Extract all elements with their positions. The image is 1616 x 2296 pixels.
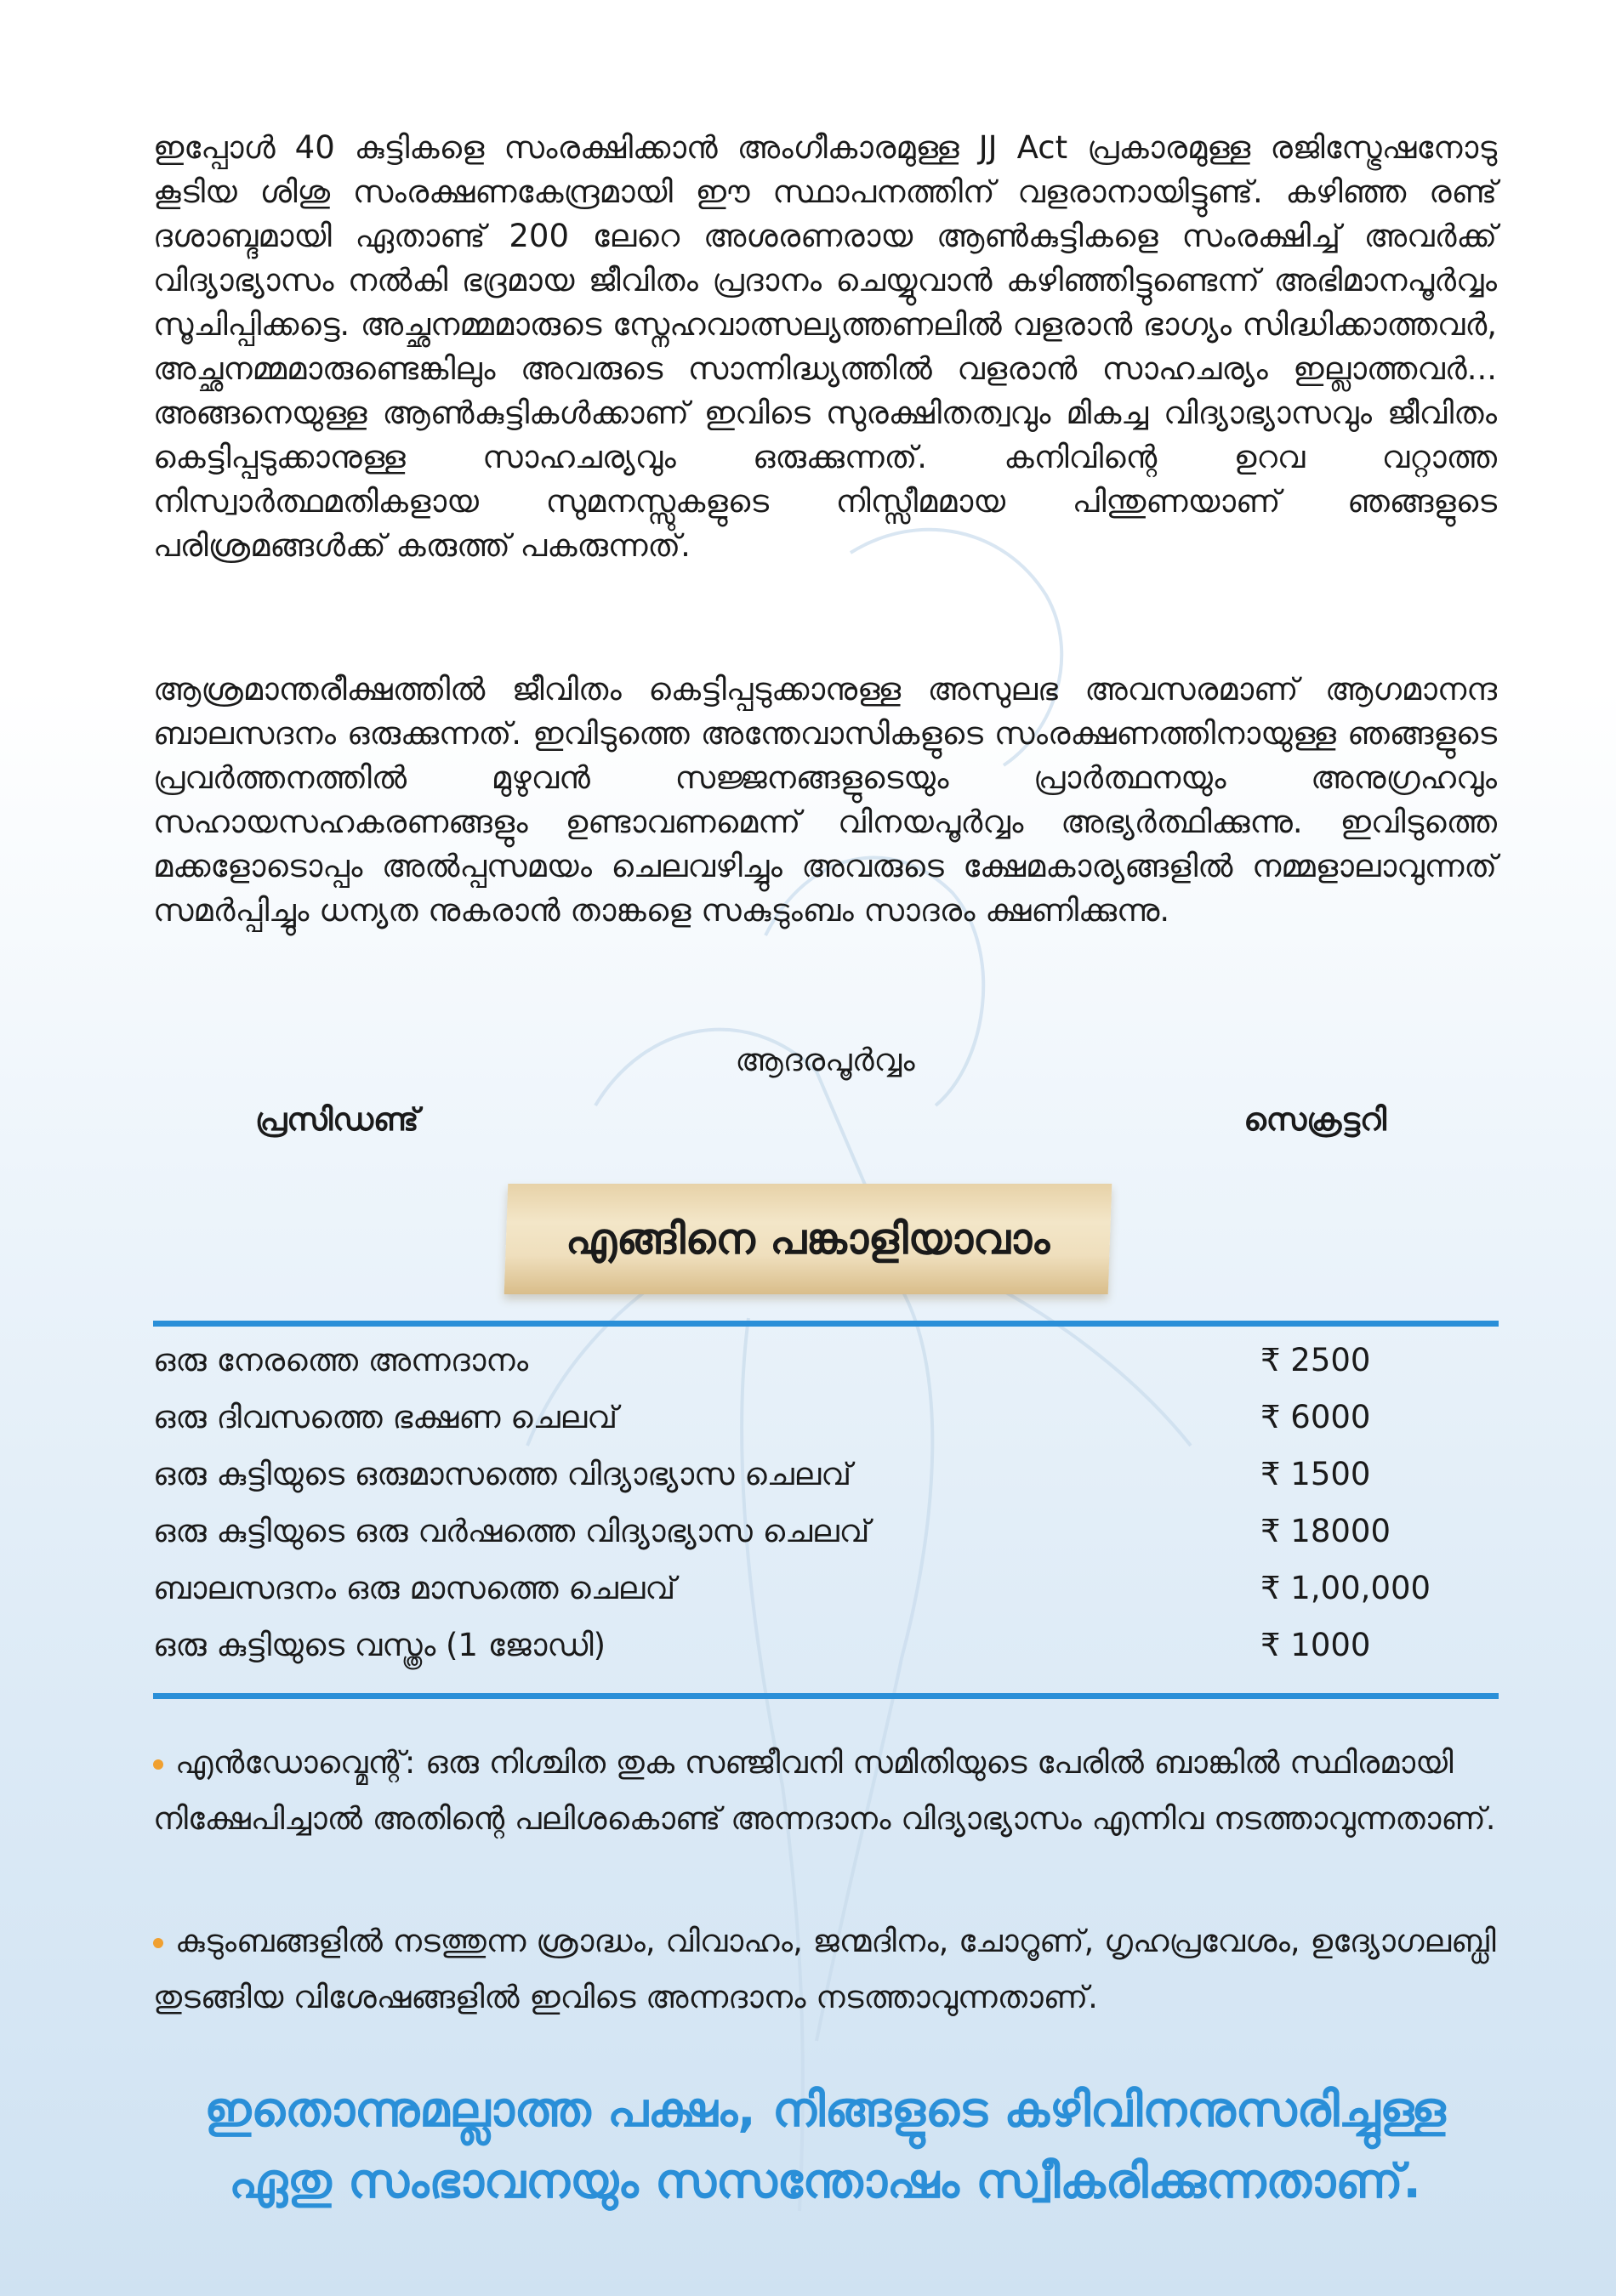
bullet-dot-icon <box>153 1938 163 1948</box>
fee-row <box>153 1513 1497 1570</box>
fee-row <box>153 1342 1497 1399</box>
closing-line-1: ഇതൊന്നുമല്ലാത്ത പക്ഷം, നിങ്ങളുടെ കഴിവിനനുസരിച്ചുള്ള <box>204 2083 1446 2138</box>
fee-row <box>153 1627 1497 1684</box>
signature-secretary: സെക്രട്ടറി <box>1243 1101 1386 1138</box>
section-banner <box>504 1184 1112 1294</box>
table-top-rule <box>153 1321 1499 1327</box>
endowment-text: എൻഡോവ്മെന്റ്: ഒരു നിശ്ചിത തുക സഞ്ജീവനി സമിതിയുടെ പേരിൽ ബാങ്കിൽ സ്ഥിരമായി നിക്ഷേപിച്ചാൽ അതിന്റെ പലിശകൊണ്ട് അന്നദാനം വിദ്യാഭ്യാസം എന്നിവ നടത്താവുന്നതാണ്. <box>153 1744 1496 1837</box>
signature-president: പ്രസിഡണ്ട് <box>255 1101 419 1138</box>
fee-amount: ₹ 18000 <box>1260 1513 1391 1549</box>
closing-message <box>153 2075 1497 2218</box>
banner-title: എങ്ങിനെ പങ്കാളിയാവാം <box>566 1213 1050 1264</box>
closing-line-2: ഏതു സംഭാവനയും സസന്തോഷം സ്വീകരിക്കുന്നതാണ്. <box>229 2154 1421 2209</box>
fee-row <box>153 1570 1497 1627</box>
fee-amount: ₹ 6000 <box>1260 1399 1371 1435</box>
table-bottom-rule <box>153 1693 1499 1699</box>
intro-paragraph: ഇപ്പോൾ 40 കുട്ടികളെ സംരക്ഷിക്കാൻ അംഗീകാരമുള്ള JJ Act പ്രകാരമുള്ള രജിസ്ട്രേഷനോടു കൂടിയ ശിശു സംരക്ഷണകേന്ദ്രമായി ഈ സ്ഥാപനത്തിന് വളരാനായിട്ടുണ്ട്. കഴിഞ്ഞ രണ്ട് ദശാബ്ദമായി ഏതാണ്ട് 200 ലേറെ അശരണരായ ആൺകുട്ടികളെ സംരക്ഷിച്ച് അവർക്ക് വിദ്യാഭ്യാസം നൽകി ഭദ്രമായ ജീവിതം പ്രദാനം ചെയ്യുവാൻ കഴിഞ്ഞിട്ടുണ്ടെന്ന് അഭിമാനപൂർവ്വം സൂചിപ്പിക്കട്ടെ. അച്ഛനമ്മമാരുടെ സ്നേഹവാത്സല്യത്തണലിൽ വളരാൻ ഭാഗ്യം സിദ്ധിക്കാത്തവർ, അച്ഛനമ്മമാരുണ്ടെങ്കിലും അവരുടെ സാന്നിദ്ധ്യത്തിൽ വളരാൻ സാഹചര്യം ഇല്ലാത്തവർ... അങ്ങനെയുള്ള ആൺകുട്ടികൾക്കാണ് ഇവിടെ സുരക്ഷിതത്വവും മികച്ച വിദ്യാഭ്യാസവും ജീവിതം കെട്ടിപ്പടുക്കാനുള്ള സാഹചര്യവും ഒരുക്കുന്നത്. കനിവിന്റെ ഉറവ വറ്റാത്ത നിസ്വാർത്ഥമതികളായ സുമനസ്സുകളുടെ നിസ്സീമമായ പിന്തുണയാണ് ഞങ്ങളുടെ പരിശ്രമങ്ങൾക്ക് കരുത്ത് പകരുന്നത്. <box>153 129 1497 564</box>
invitation-paragraph: ആശ്രമാന്തരീക്ഷത്തിൽ ജീവിതം കെട്ടിപ്പടുക്കാനുള്ള അസുലഭ അവസരമാണ് ആഗമാനന്ദ ബാലസദനം ഒരുക്കുന്നത്. ഇവിടുത്തെ അന്തേവാസികളുടെ സംരക്ഷണത്തിനായുള്ള ഞങ്ങളുടെ പ്രവർത്തനത്തിൽ മുഴുവൻ സജ്ജനങ്ങളുടെയും പ്രാർത്ഥനയും അനുഗ്രഹവും സഹായസഹകരണങ്ങളും ഉണ്ടാവണമെന്ന് വിനയപൂർവ്വം അഭ്യർത്ഥിക്കുന്നു. ഇവിടുത്തെ മക്കളോടൊപ്പം അൽപ്പസമയം ചെലവഴിച്ചും അവരുടെ ക്ഷേമകാര്യങ്ങളിൽ നമ്മളാലാവുന്നത് സമർപ്പിച്ചും ധന്യത നുകരാൻ താങ്കളെ സകുടുംബം സാദരം ക്ഷണിക്കുന്നു. <box>153 671 1497 929</box>
bullet-dot-icon <box>153 1759 163 1770</box>
fee-label: ഒരു കുട്ടിയുടെ ഒരു വർഷത്തെ വിദ്യാഭ്യാസ ചെലവ് <box>153 1513 870 1549</box>
family-occasions-text: കുടുംബങ്ങളിൽ നടത്തുന്ന ശ്രാദ്ധം, വിവാഹം, ജന്മദിനം, ചോറൂണ്, ഗൃഹപ്രവേശം, ഉദ്യോഗലബ്ധി തുടങ്ങിയ വിശേഷങ്ങളിൽ ഇവിടെ അന്നദാനം നടത്താവുന്നതാണ്. <box>153 1923 1496 2015</box>
fee-row <box>153 1456 1497 1513</box>
fee-amount: ₹ 1000 <box>1260 1627 1371 1663</box>
fee-amount: ₹ 1500 <box>1260 1456 1371 1492</box>
endowment-note <box>153 1735 1497 1847</box>
fee-label: ഒരു കുട്ടിയുടെ ഒരുമാസത്തെ വിദ്യാഭ്യാസ ചെലവ് <box>153 1456 852 1492</box>
family-occasions-note <box>153 1913 1497 2026</box>
fee-label: ഒരു കുട്ടിയുടെ വസ്ത്രം (1 ജോഡി) <box>153 1627 606 1663</box>
fee-label: ഒരു നേരത്തെ അന്നദാനം <box>153 1342 529 1378</box>
regards-text: ആദരപൂർവ്വം <box>735 1042 915 1078</box>
fee-row <box>153 1399 1497 1456</box>
fee-amount: ₹ 2500 <box>1260 1342 1371 1378</box>
fee-label: ഒരു ദിവസത്തെ ഭക്ഷണ ചെലവ് <box>153 1399 618 1435</box>
fee-amount: ₹ 1,00,000 <box>1260 1570 1431 1606</box>
fee-label: ബാലസദനം ഒരു മാസത്തെ ചെലവ് <box>153 1570 676 1606</box>
